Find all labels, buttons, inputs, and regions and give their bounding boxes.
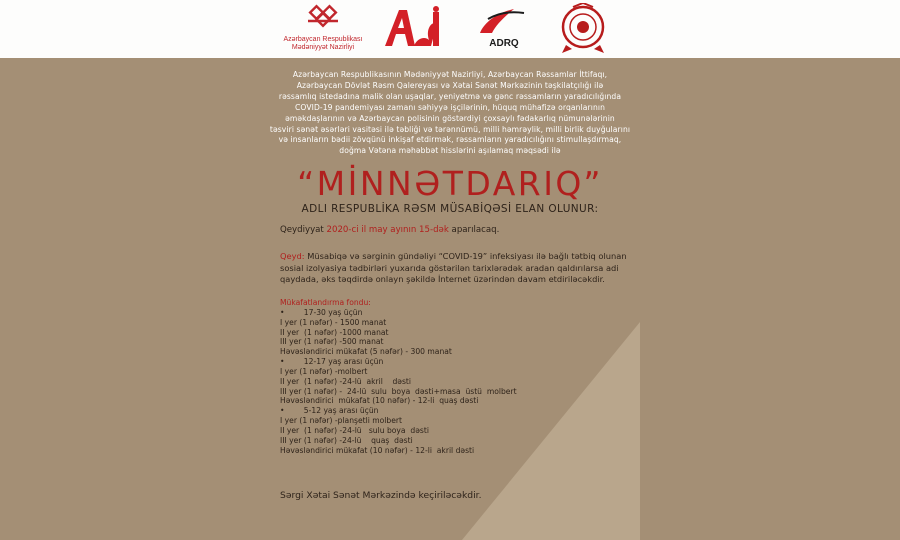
ai-letters-logo-icon (381, 6, 443, 50)
prize-line: III yer (1 nəfər) -500 manat (280, 337, 384, 347)
adrq-brush-logo-icon (474, 5, 534, 35)
contest-subtitle: ADLI RESPUBLİKA RƏSM MÜSABİQƏSİ ELAN OLUNUR: (301, 203, 599, 215)
prize-line: Həvəsləndirici mükafat (10 nəfər) - 12-li quaş dəsti (280, 396, 479, 406)
prize-line: Həvəsləndirici mükafat (10 nəfər) - 12-li akril dəsti (280, 445, 475, 455)
registration-suffix: aparılacaq. (448, 225, 500, 235)
prize-line: III yer (1 nəfər) - 24-lü sulu boya dəsti+masa üstü molbert (280, 386, 517, 396)
prize-line: • 17-30 yaş üçün (280, 307, 363, 317)
note-text: Müsabiqə və sərginin gündəliyi “COVID-19” infeksiyası ilə bağlı tətbiq olunan sosial izolyasiya tədbirləri yuxarıda göstərilən tarixlərədək aradan qaldırılarsa adi qaydada, əks təqdirdə onlayn şəkildə İnternet üzərindən davam etdiriləcəkdir. (280, 251, 627, 285)
prize-line: II yer (1 nəfər) -24-lü sulu boya dəsti (280, 425, 429, 435)
announcement-body (0, 58, 900, 540)
prize-line: Həvəsləndirici mükafat (5 nəfər) - 300 manat (280, 347, 452, 357)
intro-line: təsviri sənət əsərləri vasitəsi ilə təbliği və tərənnümü, milli həmrəylik, milli birlik duyğularını (269, 124, 631, 134)
prize-line: • 12-17 yaş arası üçün (280, 357, 384, 367)
prize-line: III yer (1 nəfər) -24-lü quaş dəsti (280, 435, 413, 445)
prize-line: • 5-12 yaş arası üçün (280, 406, 379, 416)
ministry-logo-line1: Azərbaycan Respublikası (283, 36, 363, 43)
intro-line: rəssamlıq istedadına malik olan uşaqlar, yeniyetmə və gənc rəssamların yaradıcılığında (278, 91, 622, 101)
exhibition-footer: Sərgi Xətai Sənət Mərkəzində keçiriləcəkdir. (280, 490, 482, 501)
registration-date: 2020-ci il may ayının 15-dək (326, 225, 449, 235)
contest-title: “MİNNƏTDARIQ” (297, 164, 603, 203)
intro-line: və insanların bədii zövqünü inkişaf etdirmək, rəssamların yaradıcılığını stimullaşdırmaq, (278, 135, 622, 145)
prize-fund (280, 298, 517, 456)
prize-line: I yer (1 nəfər) - 1500 manat (280, 317, 387, 327)
intro-paragraph (262, 70, 638, 157)
prize-line: II yer (1 nəfər) -1000 manat (280, 327, 389, 337)
note-paragraph (280, 251, 640, 286)
registration-prefix: Qeydiyyat (280, 225, 327, 235)
prize-line: II yer (1 nəfər) -24-lü akril dəsti (280, 376, 412, 386)
intro-line: COVID-19 pandemiyası zamanı səhiyyə işçilərinin, hüquq mühafizə orqanlarının (294, 102, 605, 112)
intro-line: doğma Vətəna məhəbbət hisslərini aşılamaq məqsədi ilə (339, 146, 561, 156)
adrq-logo-name: ADRQ (489, 38, 519, 49)
prize-line: I yer (1 nəfər) -molbert (280, 366, 368, 376)
intro-line: Azərbaycan Dövlət Rəsm Qalereyası və Xətai Sənət Mərkəzinin təşkilatçılığı ilə (296, 80, 604, 90)
registration-line (280, 225, 499, 235)
ministry-logo (282, 4, 364, 54)
prize-line: I yer (1 nəfər) -planşetli molbert (280, 416, 403, 426)
note-label: Qeyd: (280, 251, 305, 261)
adrq-logo (474, 5, 534, 53)
ornamental-knot-icon (282, 4, 364, 32)
intro-line: əməkdaşlarının və Azərbaycan polisinin göstərdiyi çoxsaylı fədakarlıq nümunələrinin (285, 113, 615, 123)
prize-fund-title: Mükafatlandırma fondu: (280, 298, 371, 307)
round-seal-logo-icon (558, 3, 608, 55)
intro-line: Azərbaycan Respublikasının Mədəniyyət Nazirliyi, Azərbaycan Rəssamlar İttifaqı, (292, 70, 608, 79)
ministry-logo-line2: Mədəniyyət Nazirliyi (291, 44, 355, 51)
logo-header (0, 0, 900, 58)
